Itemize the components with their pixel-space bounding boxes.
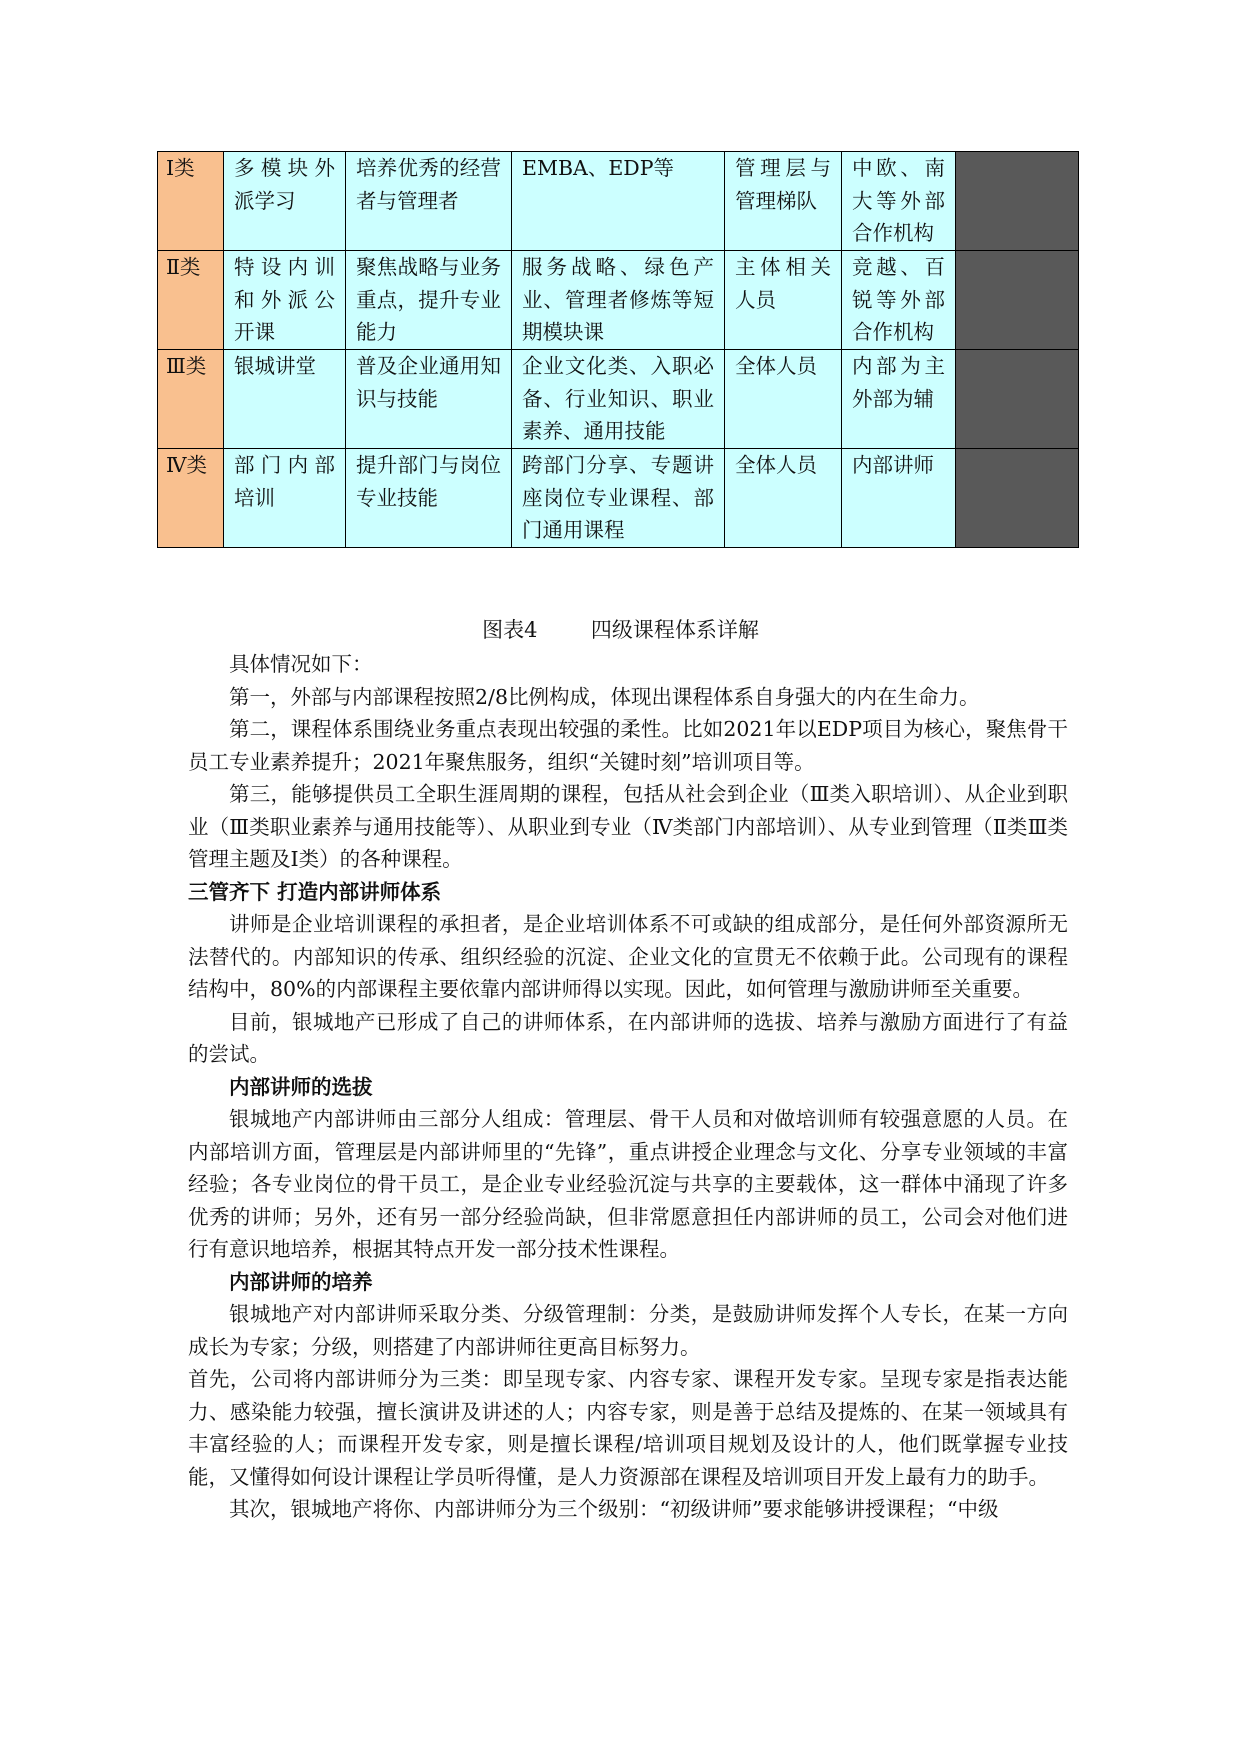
goal-cell: 聚焦战略与业务重点，提升专业能力 — [346, 251, 512, 350]
goal-cell: 提升部门与岗位专业技能 — [346, 449, 512, 548]
form-cell: 特设内训和外派公开课 — [224, 251, 346, 350]
provider-cell: 内部讲师 — [842, 449, 956, 548]
target-cell: 全体人员 — [725, 350, 842, 449]
shaded-cell — [956, 449, 1079, 548]
section-heading: 三管齐下 打造内部讲师体系 — [188, 879, 442, 904]
paragraph: 银城地产对内部讲师采取分类、分级管理制：分类，是鼓励讲师发挥个人专长，在某一方向成长为专家；分级，则搭建了内部讲师往更高目标努力。 — [188, 1302, 1068, 1359]
table-row — [158, 251, 1079, 350]
target-cell: 主体相关人员 — [725, 251, 842, 350]
paragraph: 讲师是企业培训课程的承担者，是企业培训体系不可或缺的组成部分，是任何外部资源所无法替代的。内部知识的传承、组织经验的沉淀、企业文化的宣贯无不依赖于此。公司现有的课程结构中，80%的内部课程主要依靠内部讲师得以实现。因此，如何管理与激励讲师至关重要。 — [188, 912, 1068, 1001]
category-cell: Ⅲ类 — [158, 350, 224, 449]
table-row — [158, 350, 1079, 449]
goal-cell: 培养优秀的经营者与管理者 — [346, 152, 512, 251]
shaded-cell — [956, 251, 1079, 350]
shaded-cell — [956, 350, 1079, 449]
target-cell: 全体人员 — [725, 449, 842, 548]
content-cell: 跨部门分享、专题讲座岗位专业课程、部门通用课程 — [512, 449, 725, 548]
content-cell: EMBA、EDP等 — [512, 152, 725, 251]
shaded-cell — [956, 152, 1079, 251]
paragraph: 首先，公司将内部讲师分为三类：即呈现专家、内容专家、课程开发专家。呈现专家是指表达能力、感染能力较强，擅长演讲及讲述的人；内容专家，则是善于总结及提炼的、在某一领域具有丰富经验的人；而课程开发专家，则是擅长课程/培训项目规划及设计的人，他们既掌握专业技能，又懂得如何设计课程让学员听得懂，是人力资源部在课程及培训项目开发上最有力的助手。 — [188, 1367, 1068, 1489]
paragraph: 目前，银城地产已形成了自己的讲师体系，在内部讲师的选拔、培养与激励方面进行了有益的尝试。 — [188, 1009, 1068, 1066]
provider-cell: 竞越、百锐等外部合作机构 — [842, 251, 956, 350]
course-system-table — [157, 151, 1079, 548]
content-cell: 服务战略、绿色产业、管理者修炼等短期模块课 — [512, 251, 725, 350]
table-row — [158, 449, 1079, 548]
form-cell: 部门内部培训 — [224, 449, 346, 548]
form-cell: 银城讲堂 — [224, 350, 346, 449]
category-cell: Ⅰ类 — [158, 152, 224, 251]
paragraph: 第二，课程体系围绕业务重点表现出较强的柔性。比如2021年以EDP项目为核心，聚焦骨干员工专业素养提升；2021年聚焦服务，组织“关键时刻”培训项目等。 — [188, 717, 1068, 774]
category-cell: Ⅳ类 — [158, 449, 224, 548]
table-row — [158, 152, 1079, 251]
figure-caption: 图表4 四级课程体系详解 — [482, 618, 759, 642]
provider-cell: 内部为主外部为辅 — [842, 350, 956, 449]
goal-cell: 普及企业通用知识与技能 — [346, 350, 512, 449]
provider-cell: 中欧、南大等外部合作机构 — [842, 152, 956, 251]
subsection-heading: 内部讲师的培养 — [229, 1269, 373, 1294]
target-cell: 管理层与管理梯队 — [725, 152, 842, 251]
form-cell: 多模块外派学习 — [224, 152, 346, 251]
paragraph: 第一，外部与内部课程按照2/8比例构成，体现出课程体系自身强大的内在生命力。 — [229, 684, 980, 709]
paragraph: 第三，能够提供员工全职生涯周期的课程，包括从社会到企业（Ⅲ类入职培训）、从企业到职业（Ⅲ类职业素养与通用技能等）、从职业到专业（Ⅳ类部门内部培训）、从专业到管理（Ⅱ类Ⅲ类管理主题及Ⅰ类）的各种课程。 — [188, 782, 1068, 871]
paragraph: 银城地产内部讲师由三部分人组成：管理层、骨干人员和对做培训师有较强意愿的人员。在内部培训方面，管理层是内部讲师里的“先锋”，重点讲授企业理念与文化、分享专业领域的丰富经验；各专业岗位的骨干员工，是企业专业经验沉淀与共享的主要载体，这一群体中涌现了许多优秀的讲师；另外，还有另一部分经验尚缺，但非常愿意担任内部讲师的员工，公司会对他们进行有意识地培养，根据其特点开发一部分技术性课程。 — [188, 1107, 1068, 1261]
content-cell: 企业文化类、入职必备、行业知识、职业素养、通用技能 — [512, 350, 725, 449]
paragraph: 其次，银城地产将你、内部讲师分为三个级别：“初级讲师”要求能够讲授课程；“中级 — [229, 1497, 999, 1521]
subsection-heading: 内部讲师的选拔 — [229, 1074, 373, 1099]
body-text — [188, 648, 1068, 1526]
paragraph: 具体情况如下： — [229, 652, 373, 676]
category-cell: Ⅱ类 — [158, 251, 224, 350]
